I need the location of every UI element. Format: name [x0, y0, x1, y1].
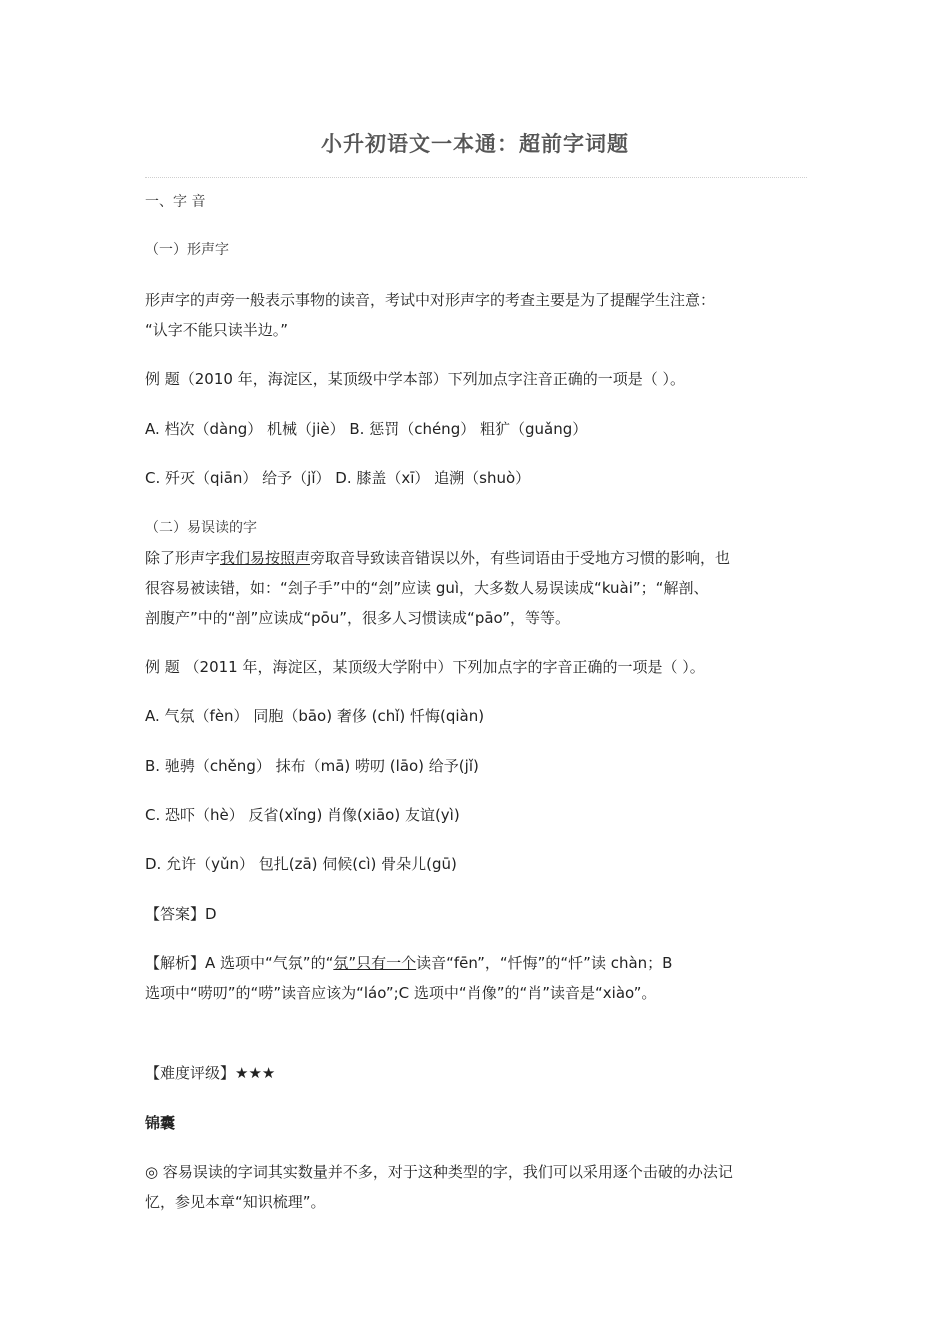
tips-heading: 锦囊: [145, 1114, 176, 1132]
misread-paragraph-line: [145, 548, 730, 568]
analysis-text: 读音“fēn”，“忏悔”的“忏”读 chàn；B: [416, 954, 673, 972]
answer-option: B. 驰骋（chěng） 抹布（mā) 唠叨 (lāo) 给予(jǐ): [145, 757, 479, 775]
answer-option: D. 允许（yǔn） 包扎(zā) 伺候(cì) 骨朵儿(gū): [145, 855, 457, 873]
difficulty-rating: 【难度评级】★★★: [145, 1064, 276, 1082]
underlined-text: 氛”只有一个: [333, 954, 417, 972]
example-question-2: 例 题 （2011 年，海淀区，某顶级大学附中）下列加点字的字音正确的一项是（ ）。: [145, 658, 705, 676]
title-divider: [145, 177, 807, 178]
misread-paragraph-line: 剖腹产”中的“剖”应读成“pōu”，很多人习惯读成“pāo”，等等。: [145, 609, 570, 627]
analysis-line: 选项中“唠叨”的“唠”读音应该为“láo”;C 选项中“肖像”的“肖”读音是“xiào”。: [145, 984, 657, 1002]
subsection-heading-phonetic-compounds: （一）形声字: [145, 242, 229, 258]
analysis-line: [145, 953, 672, 973]
paragraph-text: 旁取音导致读音错误以外，有些词语由于受地方习惯的影响，也: [310, 549, 731, 567]
page-title: 小升初语文一本通：超前字词题: [321, 132, 629, 156]
example-question-1: 例 题（2010 年，海淀区，某顶级中学本部）下列加点字注音正确的一项是（ ）。: [145, 370, 685, 388]
answer-option: A. 档次（dàng） 机械（jiè） B. 惩罚（chéng） 粗犷（guǎng）: [145, 420, 588, 438]
answer-option: A. 气氛（fèn） 同胞（bāo) 奢侈 (chǐ) 忏悔(qiàn): [145, 707, 485, 725]
section-heading-pronunciation: 一、字 音: [145, 194, 206, 210]
answer-option: C. 歼灭（qiān） 给予（jǐ） D. 膝盖（xī） 追溯（shuò）: [145, 469, 531, 487]
tips-line: 忆，参见本章“知识梳理”。: [145, 1193, 326, 1211]
tips-line: ◎ 容易误读的字词其实数量并不多，对于这种类型的字，我们可以采用逐个击破的办法记: [145, 1163, 733, 1181]
subsection-heading-misread-chars: （二）易误读的字: [145, 520, 257, 536]
analysis-text: 【解析】A 选项中“气氛”的“: [145, 954, 334, 972]
paragraph-text: 除了形声字: [145, 549, 221, 567]
intro-paragraph-line: 形声字的声旁一般表示事物的读音，考试中对形声字的考查主要是为了提醒学生注意：: [145, 291, 716, 309]
answer-line: 【答案】D: [145, 905, 217, 923]
underlined-text: 我们易按照声: [220, 549, 311, 567]
answer-option: C. 恐吓（hè） 反省(xǐng) 肖像(xiāo) 友谊(yì): [145, 806, 460, 824]
intro-paragraph-line: “认字不能只读半边。”: [145, 321, 289, 339]
misread-paragraph-line: 很容易被读错，如：“刽子手”中的“刽”应读 guì，大多数人易误读成“kuài”；“解剖、: [145, 579, 709, 597]
